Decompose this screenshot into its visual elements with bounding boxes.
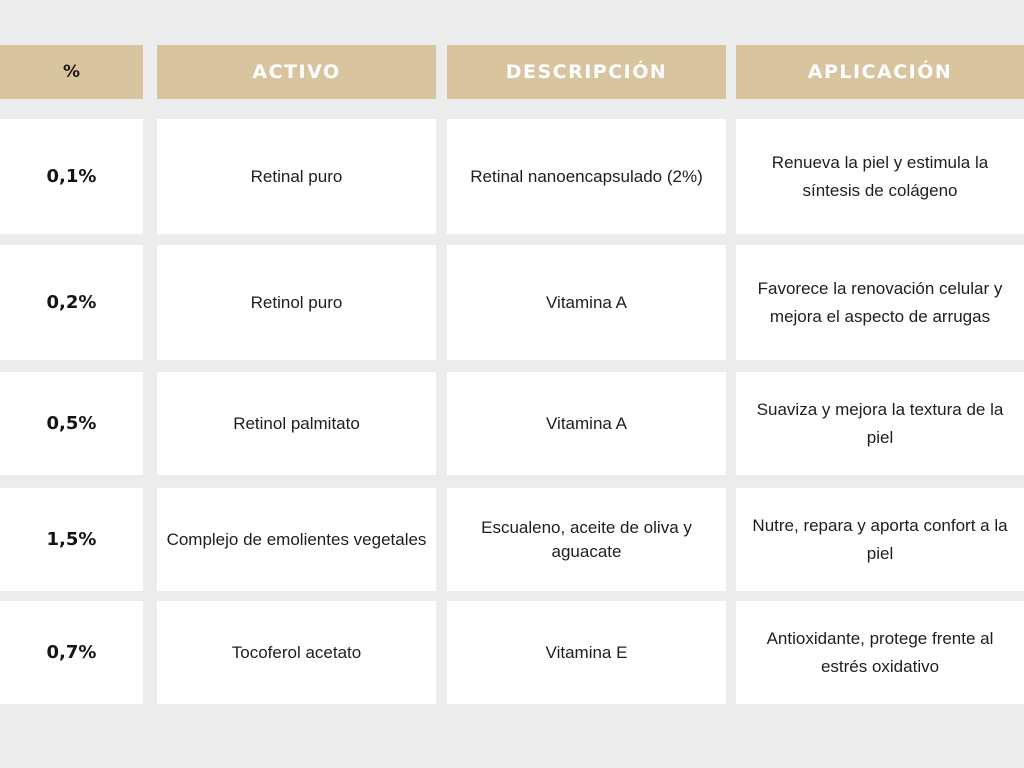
cell-percent: 0,2% <box>0 245 143 360</box>
header-aplicacion: APLICACIÓN <box>736 45 1024 99</box>
cell-percent: 0,5% <box>0 372 143 475</box>
cell-activo: Complejo de emolientes vegetales <box>157 488 436 591</box>
cell-descripcion: Retinal nanoencapsulado (2%) <box>447 119 726 234</box>
cell-aplicacion: Renueva la piel y estimula la síntesis de colágeno <box>736 119 1024 234</box>
cell-aplicacion: Suaviza y mejora la textura de la piel <box>736 372 1024 475</box>
cell-aplicacion: Nutre, repara y aporta confort a la piel <box>736 488 1024 591</box>
cell-descripcion: Vitamina A <box>447 372 726 475</box>
cell-descripcion: Vitamina A <box>447 245 726 360</box>
cell-percent: 1,5% <box>0 488 143 591</box>
cell-activo: Retinol palmitato <box>157 372 436 475</box>
cell-aplicacion: Favorece la renovación celular y mejora el aspecto de arrugas <box>736 245 1024 360</box>
cell-aplicacion: Antioxidante, protege frente al estrés oxidativo <box>736 601 1024 704</box>
cell-percent: 0,1% <box>0 119 143 234</box>
cell-activo: Retinal puro <box>157 119 436 234</box>
cell-descripcion: Escualeno, aceite de oliva y aguacate <box>447 488 726 591</box>
cell-activo: Retinol puro <box>157 245 436 360</box>
cell-descripcion: Vitamina E <box>447 601 726 704</box>
header-activo: ACTIVO <box>157 45 436 99</box>
header-descripcion: DESCRIPCIÓN <box>447 45 726 99</box>
cell-percent: 0,7% <box>0 601 143 704</box>
cell-activo: Tocoferol acetato <box>157 601 436 704</box>
header-percent: % <box>0 45 143 99</box>
